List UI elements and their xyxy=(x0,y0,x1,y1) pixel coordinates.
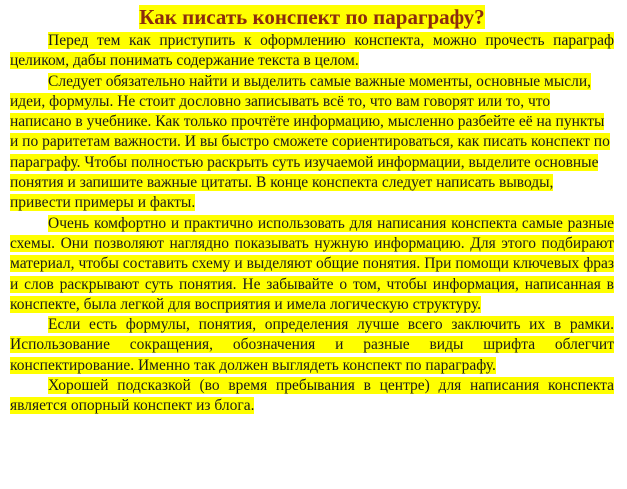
paragraph-main-points-text: Следует обязательно найти и выделить самые важные моменты, основные мысли, идеи, формулы. Не стоит дословно записывать всё то, что вам говорят или то, что написано в учебнике. Как только прочтёте информацию, мысленно разбейте её на пункты и по раритетам важности. И вы быстро сможете сориентироваться, как писать конспект по параграфу. Чтобы полностью раскрыть суть изучаемой информации, выделите основные понятия и запишите важные цитаты. В конце конспекта следует написать выводы, привести примеры и факты. xyxy=(10,72,610,212)
paragraph-tip xyxy=(10,376,614,417)
paragraph-formulas xyxy=(10,315,614,376)
paragraph-schemes xyxy=(10,214,614,315)
paragraph-intro xyxy=(10,31,614,72)
page-title-text: Как писать конспект по параграфу? xyxy=(139,5,485,29)
paragraph-formulas-text: Если есть формулы, понятия, определения лучше всего заключить их в рамки. Использование сокращения, обозначения и разные виды шрифта облегчит конспектирование. Именно так должен выглядеть конспект по параграфу. xyxy=(10,316,614,374)
page-title xyxy=(10,4,614,30)
document-page xyxy=(10,0,614,417)
paragraph-intro-text: Перед тем как приступить к оформлению конспекта, можно прочесть параграф целиком, дабы понимать содержание текста в целом. xyxy=(10,32,614,70)
paragraph-schemes-text: Очень комфортно и практично использовать для написания конспекта самые разные схемы. Они позволяют наглядно показывать нужную информацию. Для этого подбирают материал, чтобы составить схему и выделяют общие понятия. При помощи ключевых фраз и слов раскрывают суть понятия. Не забывайте о том, чтобы информация, написанная в конспекте, была легкой для восприятия и имела логическую структуру. xyxy=(10,214,614,313)
paragraph-main-points xyxy=(10,72,614,214)
paragraph-tip-text: Хорошей подсказкой (во время пребывания в центре) для написания конспекта является опорный конспект из блога. xyxy=(10,377,614,415)
